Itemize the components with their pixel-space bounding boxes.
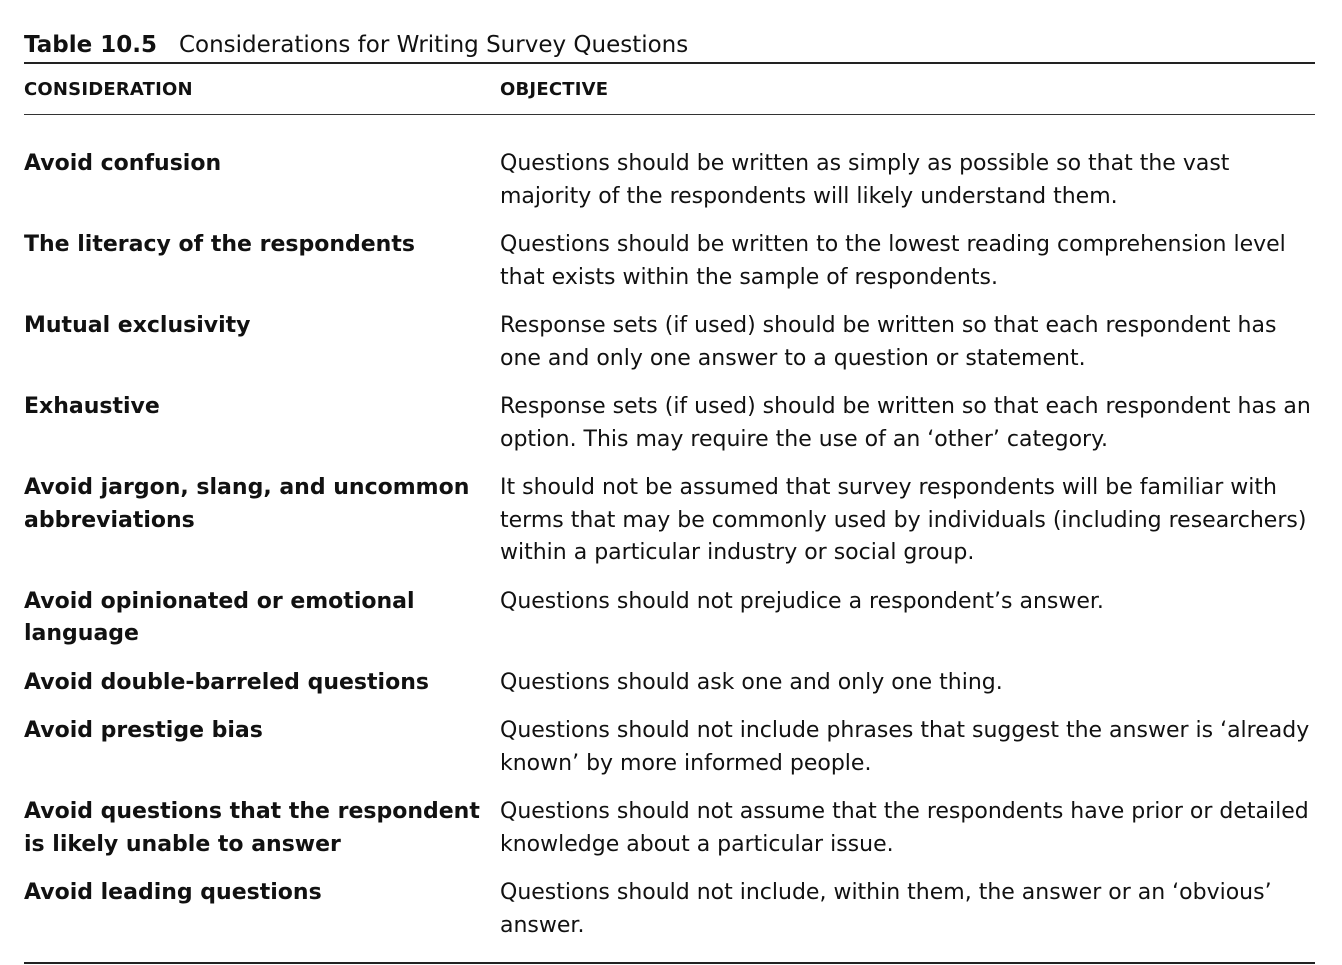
objective-cell: Response sets (if used) should be written so that each respondent has one and only one answer to a question or statement. <box>500 313 1277 371</box>
table-row <box>24 310 1315 375</box>
objective-cell: Questions should not assume that the respondents have prior or detailed knowledge about a particular issue. <box>500 799 1309 857</box>
survey-considerations-table <box>24 28 1315 958</box>
consideration-cell: Avoid double-barreled questions <box>24 669 429 695</box>
consideration-cell: Avoid confusion <box>24 151 222 176</box>
table-row <box>24 229 1315 294</box>
table-row <box>24 586 1315 651</box>
table-header-row <box>24 64 1315 114</box>
consideration-cell: Avoid opinionated or emotional language <box>24 588 415 646</box>
consideration-cell: Exhaustive <box>24 394 160 419</box>
objective-cell: Questions should not include, within them, the answer or an ‘obvious’ answer. <box>500 880 1272 938</box>
table-row <box>24 148 1315 213</box>
objective-cell: Response sets (if used) should be written so that each respondent has an option. This may require the use of an ‘other’ category. <box>500 394 1311 452</box>
table-row <box>24 877 1315 942</box>
consideration-cell: Avoid jargon, slang, and uncommon abbreviations <box>24 475 470 533</box>
table-row <box>24 667 1315 700</box>
table-row <box>24 472 1315 570</box>
consideration-cell: Mutual exclusivity <box>24 313 251 338</box>
objective-cell: Questions should ask one and only one thing. <box>500 669 1003 695</box>
table-row <box>24 391 1315 456</box>
table-title: Considerations for Writing Survey Questions <box>178 32 689 58</box>
table-number: Table 10.5 <box>24 32 157 58</box>
header-objective: OBJECTIVE <box>500 78 609 100</box>
consideration-cell: Avoid questions that the respondent is likely unable to answer <box>24 799 480 857</box>
objective-cell: Questions should be written to the lowest reading comprehension level that exists within the sample of respondents. <box>500 232 1286 290</box>
objective-cell: Questions should not prejudice a respondent’s answer. <box>500 588 1104 614</box>
objective-cell: Questions should be written as simply as possible so that the vast majority of the respondents will likely understand them. <box>500 151 1230 209</box>
table-row <box>24 715 1315 780</box>
consideration-cell: Avoid prestige bias <box>24 718 263 743</box>
objective-cell: It should not be assumed that survey respondents will be familiar with terms that may be commonly used by individuals (including researchers) within a particular industry or social group. <box>500 475 1307 565</box>
bottom-rule <box>24 962 1315 964</box>
table-caption <box>24 28 1315 62</box>
consideration-cell: The literacy of the respondents <box>24 232 415 257</box>
objective-cell: Questions should not include phrases that suggest the answer is ‘already known’ by more informed people. <box>500 718 1310 776</box>
table-row <box>24 796 1315 861</box>
header-consideration: CONSIDERATION <box>24 78 193 100</box>
consideration-cell: Avoid leading questions <box>24 880 322 905</box>
table-body <box>24 115 1315 942</box>
